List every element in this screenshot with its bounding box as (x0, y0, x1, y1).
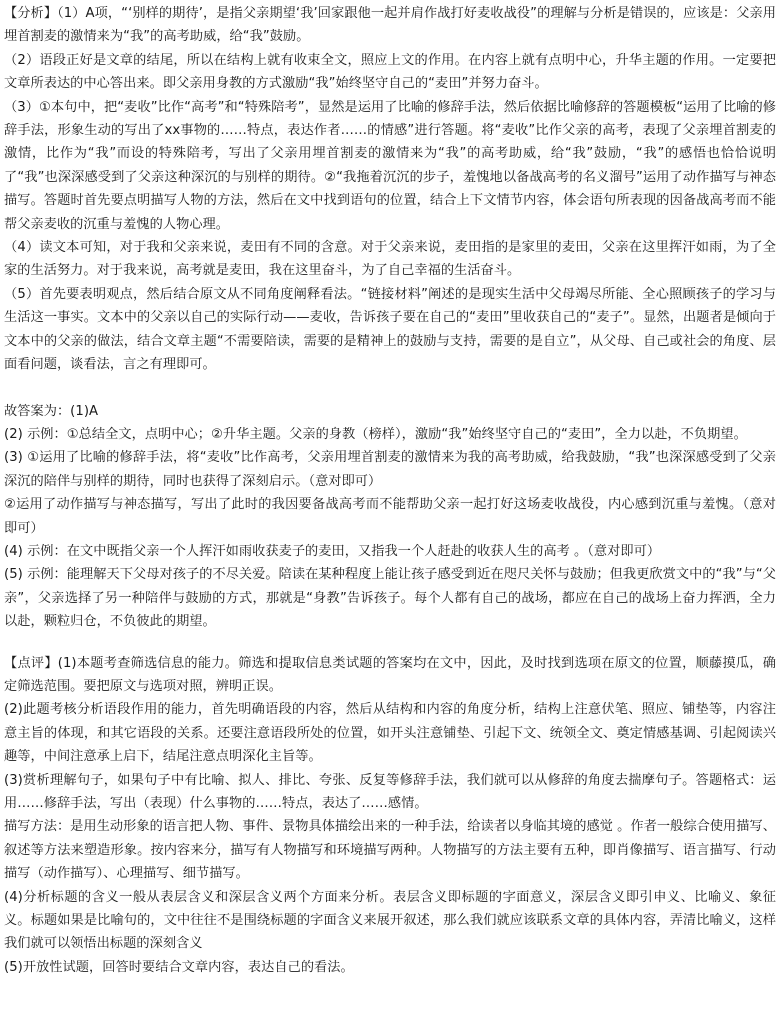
comment-section (4, 652, 776, 980)
answer-item-3a: (3) ①运用了比喻的修辞手法，将“麦收”比作高考，父亲用埋首割麦的激情来为我的高考助威，给我鼓励，“我”也深深感受到了父亲深沉的陪伴与别样的期待，同时也获得了深刻启示。（意对即可） (4, 450, 776, 489)
section-spacer (4, 377, 776, 400)
answer-item-3b: ②运用了动作描写与神态描写，写出了此时的我因要备战高考而不能帮助父亲一起打好这场麦收战役，内心感到沉重与羞愧。（意对即可） (4, 497, 776, 536)
analysis-item-2: （2）语段正好是文章的结尾，所以在结构上就有收束全文，照应上文的作用。在内容上就有点明中心，升华主题的作用。一定要把文章所表达的中心答出来。即父亲用身教的方式激励“我”始终坚守自己的“麦田”并努力奋斗。 (4, 52, 776, 92)
answer-section (4, 400, 776, 634)
comment-item-1: 【点评】(1)本题考查筛选信息的能力。筛选和提取信息类试题的答案均在文中，因此，及时找到选项在原文的位置，顺藤摸瓜，确定筛选范围。要把原文与选项对照，辨明正误。 (4, 655, 776, 694)
analysis-section (4, 2, 776, 377)
analysis-intro: 【分析】（1）A项，“‘别样的期待’，是指父亲期望‘我’回家跟他一起并肩作战打好麦收战役”的理解与分析是错误的，应该是：父亲用埋首割麦的激情来为“我”的高考助威，给“我”鼓励。 (4, 6, 776, 45)
comment-item-3: (3)赏析理解句子，如果句子中有比喻、拟人、排比、夸张、反复等修辞手法，我们就可以从修辞的角度去揣摩句子。答题格式：运用……修辞手法，写出（表现）什么事物的……特点，表达了……感情。 (4, 772, 776, 811)
comment-item-4: (4)分析标题的含义一般从表层含义和深层含义两个方面来分析。表层含义即标题的字面意义，深层含义即引申义、比喻义、象征义。标题如果是比喻句的，文中往往不是围绕标题的字面含义来展开叙述，那么我们就应该联系文章的具体内容，弄清比喻义，这样我们就可以领悟出标题的深刻含义 (4, 889, 776, 952)
section-spacer (4, 634, 776, 652)
comment-item-5: (5)开放性试题，回答时要结合文章内容，表达自己的看法。 (4, 959, 354, 975)
analysis-item-4: （4）读文本可知，对于我和父亲来说，麦田有不同的含意。对于父亲来说，麦田指的是家里的麦田，父亲在这里挥汗如雨，为了全家的生活努力。对于我来说，高考就是麦田，我在这里奋斗，为了自己幸福的生活奋斗。 (4, 240, 776, 279)
answer-item-4: (4) 示例：在文中既指父亲一个人挥汗如雨收获麦子的麦田，又指我一个人赶赴的收获人生的高考 。（意对即可） (4, 543, 661, 559)
answer-item-2: (2) 示例：①总结全文，点明中心；②升华主题。父亲的身教（榜样），激励“我”始终坚守自己的“麦田”，全力以赴，不负期望。 (4, 426, 747, 442)
answer-heading: 故答案为：(1)A (4, 403, 99, 419)
answer-item-5: (5) 示例：能理解天下父母对孩子的不尽关爱。陪读在某种程度上能让孩子感受到近在咫尺关怀与鼓励；但我更欣赏文中的“我”与“父亲”，父亲选择了另一种陪伴与鼓励的方式，那就是“身教”告诉孩子。每个人都有自己的战场，都应在自己的战场上奋力挥洒，全力以赴，颗粒归仓，不负彼此的期望。 (4, 567, 776, 630)
comment-item-2: (2)此题考核分析语段作用的能力，首先明确语段的内容，然后从结构和内容的角度分析，结构上注意伏笔、照应、铺垫等，内容注意主旨的体现，和其它语段的关系。还要注意语段所处的位置，如开头注意铺垫、引起下文、统领全文、奠定情感基调、引起阅读兴趣等，中间注意承上启下，结尾注意点明深化主旨等。 (4, 702, 776, 765)
analysis-item-5: （5）首先要表明观点，然后结合原文从不同角度阐释看法。“链接材料”阐述的是现实生活中父母竭尽所能、全心照顾孩子的学习与生活这一事实。文本中的父亲以自己的实际行动——麦收，告诉孩子要在自己的“麦田”里收获自己的“麦子”。显然，出题者是倾向于文本中的父亲的做法，结合文章主题“不需要陪读，需要的是精神上的鼓励与支持，需要的是自立”，从父母、自己或社会的角度、层面看问题，谈看法，言之有理即可。 (4, 286, 776, 373)
comment-description: 描写方法：是用生动形象的语言把人物、事件、景物具体描绘出来的一种手法，给读者以身临其境的感觉 。作者一般综合使用描写、叙述等方法来塑造形象。按内容来分，描写有人物描写和环境描写两种。人物描写的方法主要有五种，即肖像描写、语言描写、行动描写（动作描写）、心理描写、细节描写。 (4, 819, 777, 882)
analysis-item-3: （3）①本句中，把“麦收”比作“高考”和“特殊陪考”，显然是运用了比喻的修辞手法，然后依据比喻修辞的答题模板“运用了比喻的修辞手法，形象生动的写出了xx事物的……特点，表达作者……的情感”进行答题。将“麦收”比作父亲的高考，表现了父亲埋首割麦的激情，比作为“我”而设的特殊陪考，写出了父亲用埋首割麦的激情来为“我”的高考助威，给“我”鼓励，“我”的感悟也恰恰说明了“我”也深深感受到了父亲这种深沉的与别样的期待。②“我拖着沉沉的步子，羞愧地以备战高考的名义溜号”运用了动作描写与神态描写。答题时首先要点明描写人物的方法，然后在文中找到语句的位置，结合上下文情节内容，体会语句所表现的因备战高考而不能帮父亲麦收的沉重与羞愧的人物心理。 (4, 99, 776, 232)
